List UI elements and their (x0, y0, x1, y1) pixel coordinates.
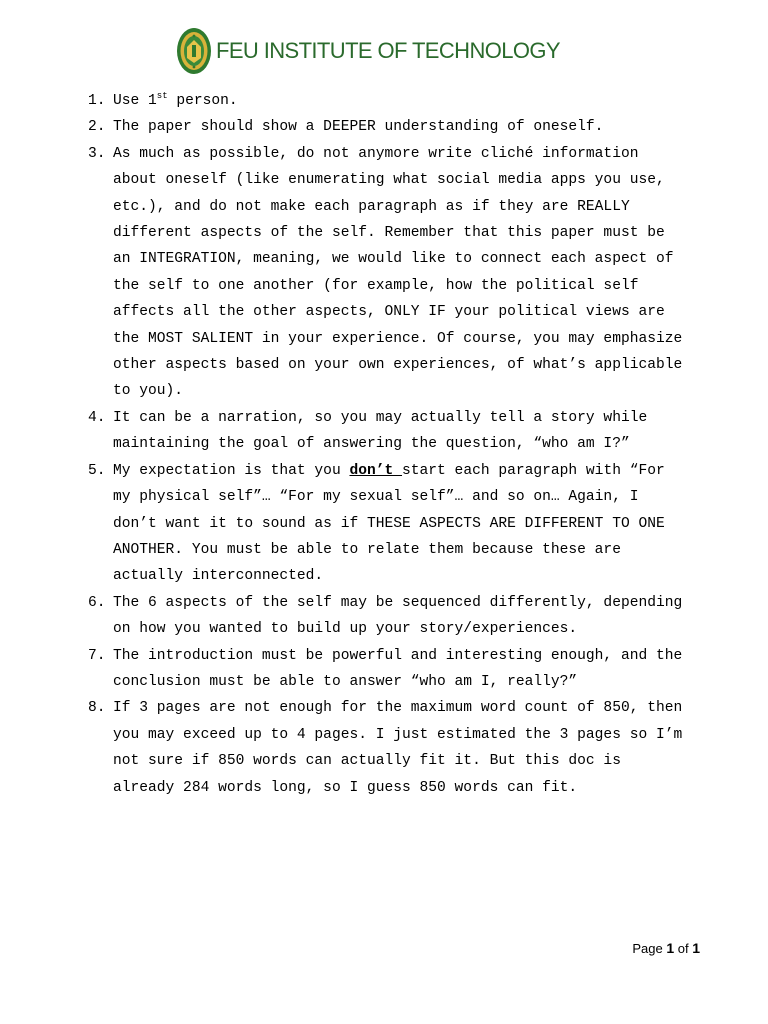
text-line (113, 88, 238, 114)
text-line (113, 246, 682, 272)
list-item (88, 458, 708, 590)
text-run: on how you wanted to build up your story/experiences. (113, 621, 578, 638)
text-run: My expectation is that you (113, 462, 350, 479)
text-run: As much as possible, do not anymore write cliché information (113, 145, 639, 162)
text-line (113, 431, 647, 457)
text-line (113, 273, 682, 299)
text-run: conclusion must be able to answer “who am I, really?” (113, 673, 578, 690)
text-run: my physical self”… “For my sexual self”… and so on… Again, I (113, 489, 639, 506)
text-run: Use 1 (113, 93, 157, 109)
text-run: affects all the other aspects, ONLY IF your political views are (113, 304, 665, 321)
text-line (113, 167, 682, 193)
text-line (113, 378, 682, 404)
text-line (113, 537, 665, 563)
text-run: start each paragraph with “For (402, 462, 665, 479)
text-run: already 284 words long, so I guess 850 words can fit. (113, 779, 578, 796)
text-run: the MOST SALIENT in your experience. Of course, you may emphasize (113, 330, 683, 347)
text-run: It can be a narration, so you may actually tell a story while (113, 409, 648, 426)
text-line (113, 220, 682, 246)
text-line (113, 326, 682, 352)
list-item-number: 7. (88, 647, 106, 664)
text-run: other aspects based on your own experiences, of what’s applicable (113, 357, 683, 374)
document-header (176, 26, 560, 76)
list-item-text (113, 405, 647, 458)
text-line (113, 616, 682, 642)
text-run: you may exceed up to 4 pages. I just estimated the 3 pages so I’m (113, 726, 683, 743)
text-run: an INTEGRATION, meaning, we would like to connect each aspect of (113, 251, 674, 268)
instruction-list (88, 88, 708, 801)
text-run: The introduction must be powerful and interesting enough, and the (113, 647, 683, 664)
text-run: the self to one another (for example, how the political self (113, 277, 639, 294)
text-run: ANOTHER. You must be able to relate them because these are (113, 541, 621, 558)
text-run: not sure if 850 words can actually fit it. But this doc is (113, 753, 621, 770)
list-item-number: 6. (88, 594, 106, 611)
text-run: about oneself (like enumerating what social media apps you use, (113, 172, 665, 189)
page-label: Page (632, 941, 663, 956)
text-line (113, 775, 682, 801)
emphasized-text: don’t (349, 462, 403, 479)
list-item (88, 88, 708, 114)
text-line (113, 299, 682, 325)
text-line (113, 695, 682, 721)
text-run: The paper should show a DEEPER understanding of oneself. (113, 119, 604, 136)
text-run: don’t want it to sound as if THESE ASPECTS ARE DIFFERENT TO ONE (113, 515, 665, 532)
text-line (113, 484, 665, 510)
of-label: of (677, 941, 689, 956)
page-number (632, 940, 700, 956)
list-item-text (113, 141, 682, 405)
list-item (88, 405, 708, 458)
text-run: The 6 aspects of the self may be sequenced differently, depending (113, 594, 683, 611)
list-item-text (113, 458, 665, 590)
superscript: st (156, 91, 168, 102)
text-line (113, 563, 665, 589)
text-line (113, 405, 647, 431)
text-line (113, 194, 682, 220)
list-item-text (113, 695, 682, 801)
list-item-number: 3. (88, 145, 106, 162)
list-item-text (113, 114, 603, 140)
text-line (113, 141, 682, 167)
list-item-text (113, 590, 682, 643)
text-line (113, 352, 682, 378)
text-line (113, 114, 603, 140)
text-run: different aspects of the self. Remember that this paper must be (113, 225, 665, 242)
text-line (113, 669, 682, 695)
text-line (113, 590, 682, 616)
list-item (88, 643, 708, 696)
list-item (88, 695, 708, 801)
list-item (88, 141, 708, 405)
text-run: maintaining the goal of answering the question, “who am I?” (113, 436, 630, 453)
list-item (88, 590, 708, 643)
text-line (113, 748, 682, 774)
list-item-number: 1. (88, 93, 106, 109)
text-line (113, 643, 682, 669)
text-run: person. (167, 93, 238, 109)
list-item-number: 8. (88, 700, 106, 717)
text-line (113, 722, 682, 748)
text-line (113, 511, 665, 537)
list-item (88, 114, 708, 140)
list-item-number: 5. (88, 462, 106, 479)
text-run: If 3 pages are not enough for the maximum word count of 850, then (113, 700, 683, 717)
text-run: actually interconnected. (113, 568, 324, 585)
list-item-text (113, 643, 682, 696)
organization-name: FEU INSTITUTE OF TECHNOLOGY (216, 38, 560, 63)
text-run: to you). (113, 383, 184, 400)
text-line (113, 458, 665, 484)
list-item-number: 4. (88, 409, 106, 426)
list-item-text (113, 88, 238, 114)
list-item-number: 2. (88, 119, 106, 136)
total-pages: 1 (692, 940, 700, 956)
text-run: etc.), and do not make each paragraph as if they are REALLY (113, 198, 630, 215)
current-page: 1 (666, 940, 675, 956)
feu-seal-icon (176, 27, 212, 75)
